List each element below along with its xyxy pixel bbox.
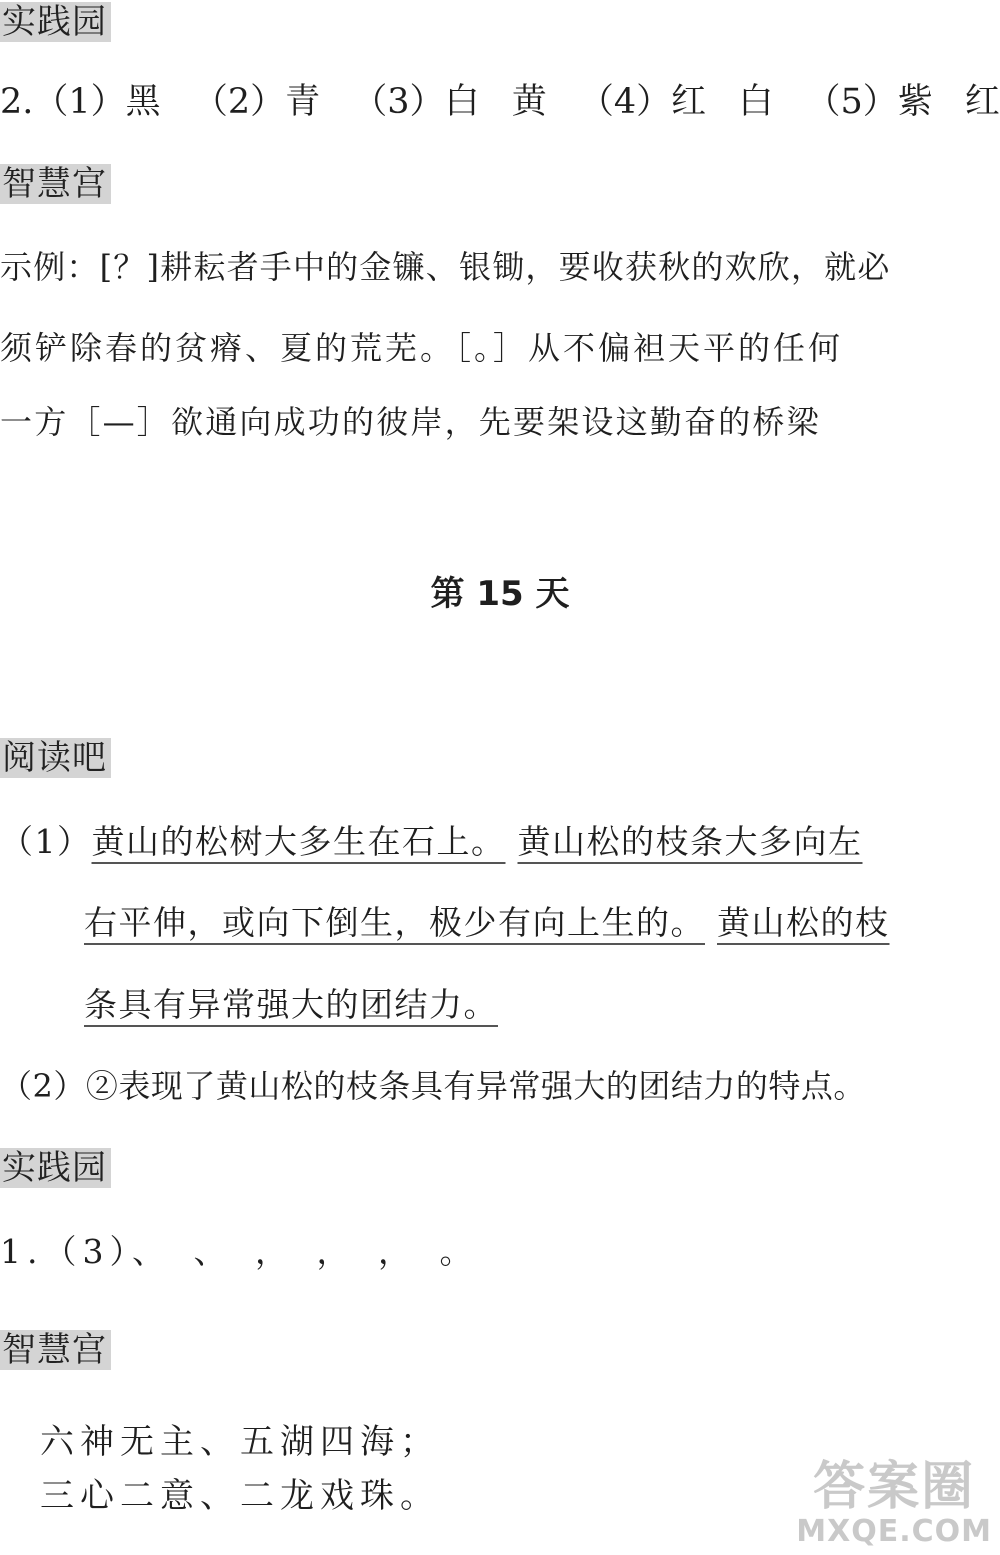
section-tag-reading: 阅读吧 [0,738,111,778]
underlined-answer: 右平伸，或向下倒生，极少有向上生的。 [84,903,705,942]
color-answer-6: 白 [738,82,774,122]
section-tag-wisdom: 智慧宫 [0,164,111,204]
idiom-line-2: 三心二意、二龙戏珠。 [40,1476,440,1516]
color-answer-3: （3）白 [352,82,480,122]
underlined-answer: 黄山松的枝条大多向左 [517,822,863,861]
reading-item-1-line-1 [0,820,1000,864]
color-answer-row [0,80,1000,124]
color-answer-4: 黄 [511,82,547,122]
underlined-answer: 黄山的松树大多生在石上。 [91,822,506,861]
item-label: （1） [0,822,92,861]
day-heading: 第 15 天 [430,574,570,614]
underlined-answer: 黄山松的枝 [717,903,890,942]
section-tag-wisdom-2: 智慧宫 [0,1330,111,1370]
watermark-text: 答案圈 [813,1457,976,1517]
wisdom-line-2: 须铲除春的贫瘠、夏的荒芜。［。］从不偏袒天平的任何 [0,329,844,367]
reading-item-1-line-2 [84,901,1000,945]
reading-item-2: （2）②表现了黄山松的枝条具有异常强大的团结力的特点。 [0,1067,866,1105]
color-answer-5: （4）红 [578,82,707,122]
punctuation-answer: 1.（3）、 、 ， ， ， 。 [0,1232,479,1271]
idiom-line-1: 六神无主、五湖四海； [40,1422,440,1462]
color-answer-7: （5）紫 [805,82,933,122]
color-answer-8: 红 [964,82,1000,122]
wisdom-line-3: 一方［—］欲通向成功的彼岸，先要架设这勤奋的桥梁 [0,403,821,441]
wisdom-line-1: 示例：[？]耕耘者手中的金镰、银锄，要收获秋的欢欣，就必 [0,248,891,286]
watermark-logo [796,1457,992,1549]
underlined-answer: 条具有异常强大的团结力。 [84,985,498,1024]
section-tag-practice-2: 实践园 [0,1148,111,1188]
watermark-url: MXQE.COM [796,1514,992,1549]
color-answer-2: （2）青 [192,82,321,122]
color-answer-1: 2.（1）黑 [0,82,161,122]
reading-item-1-line-3 [84,983,1000,1027]
section-tag-practice: 实践园 [0,2,111,42]
